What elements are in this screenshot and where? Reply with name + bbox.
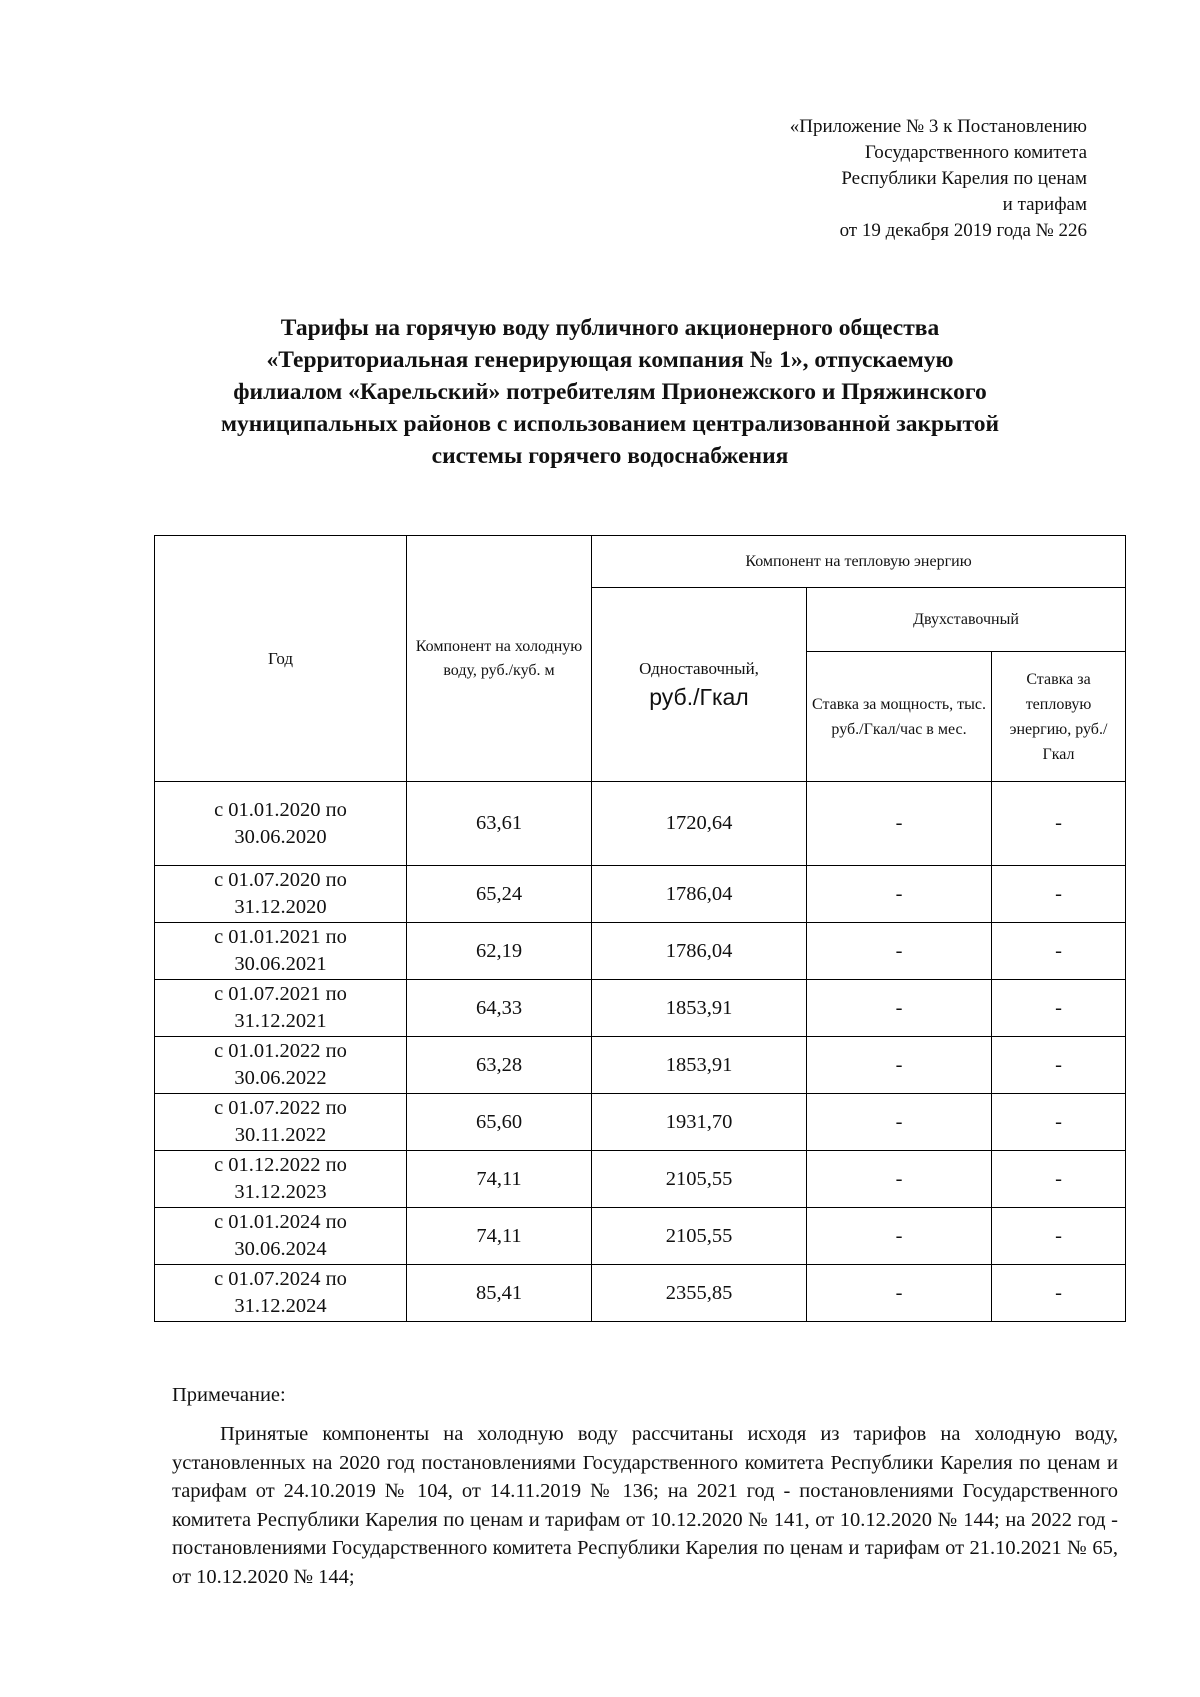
header-cold-water: Компонент на холодную воду, руб./куб. м	[407, 536, 592, 782]
header-thermal-component: Компонент на тепловую энергию	[592, 536, 1126, 588]
cold-water-value: 65,24	[407, 866, 592, 923]
energy-rate-value: -	[992, 980, 1126, 1037]
period-start: с 01.01.2022 по	[214, 1040, 347, 1062]
period-end: 31.12.2021	[234, 1010, 327, 1032]
period-cell	[155, 1265, 407, 1322]
title-line: «Территориальная генерирующая компания № 1», отпускаемую	[266, 347, 954, 373]
header-year: Год	[155, 536, 407, 782]
energy-rate-value: -	[992, 1208, 1126, 1265]
header-two-rate: Двухставочный	[807, 588, 1126, 652]
period-start: с 01.07.2020 по	[214, 869, 347, 891]
period-end: 30.11.2022	[234, 1124, 327, 1146]
capacity-rate-value: -	[807, 1151, 992, 1208]
period-start: с 01.12.2022 по	[214, 1154, 347, 1176]
single-rate-value: 1853,91	[592, 1037, 807, 1094]
period-end: 30.06.2020	[234, 825, 327, 848]
single-rate-value: 2105,55	[592, 1208, 807, 1265]
energy-rate-value: -	[992, 1151, 1126, 1208]
capacity-rate-value: -	[807, 1208, 992, 1265]
document-title	[130, 312, 1090, 472]
period-end: 30.06.2022	[234, 1067, 327, 1089]
cold-water-value: 65,60	[407, 1094, 592, 1151]
cold-water-value: 63,61	[407, 782, 592, 866]
single-rate-value: 1853,91	[592, 980, 807, 1037]
period-end: 31.12.2024	[234, 1295, 327, 1317]
appendix-reference	[790, 114, 1087, 244]
table-row	[155, 782, 1126, 866]
period-start: с 01.07.2021 по	[214, 983, 347, 1005]
period-end: 30.06.2024	[234, 1238, 327, 1260]
header-single-rate-unit: руб./Гкал	[649, 683, 749, 710]
period-start: с 01.01.2020 по	[214, 798, 347, 821]
single-rate-value: 1720,64	[592, 782, 807, 866]
appendix-line: от 19 декабря 2019 года № 226	[839, 220, 1087, 241]
cold-water-value: 74,11	[407, 1208, 592, 1265]
capacity-rate-value: -	[807, 1037, 992, 1094]
cold-water-value: 63,28	[407, 1037, 592, 1094]
single-rate-value: 2105,55	[592, 1151, 807, 1208]
table-row	[155, 1208, 1126, 1265]
capacity-rate-value: -	[807, 1265, 992, 1322]
cold-water-value: 64,33	[407, 980, 592, 1037]
energy-rate-value: -	[992, 782, 1126, 866]
appendix-line: и тарифам	[1002, 194, 1087, 215]
energy-rate-value: -	[992, 1265, 1126, 1322]
period-end: 31.12.2023	[234, 1181, 327, 1203]
table-row	[155, 866, 1126, 923]
capacity-rate-value: -	[807, 980, 992, 1037]
note-label: Примечание:	[172, 1384, 286, 1406]
tariff-table-body	[155, 782, 1126, 1322]
capacity-rate-value: -	[807, 923, 992, 980]
appendix-line: «Приложение № 3 к Постановлению	[789, 116, 1087, 137]
period-cell	[155, 1094, 407, 1151]
header-energy-rate: Ставка за тепловую энергию, руб./Гкал	[992, 652, 1126, 782]
energy-rate-value: -	[992, 923, 1126, 980]
period-cell	[155, 1037, 407, 1094]
appendix-line: Республики Карелия по ценам	[841, 168, 1087, 189]
capacity-rate-value: -	[807, 1094, 992, 1151]
table-row	[155, 980, 1126, 1037]
period-end: 31.12.2020	[234, 896, 327, 918]
title-line: системы горячего водоснабжения	[431, 443, 789, 469]
capacity-rate-value: -	[807, 782, 992, 866]
single-rate-value: 2355,85	[592, 1265, 807, 1322]
period-cell	[155, 1151, 407, 1208]
tariff-table-header	[155, 536, 1126, 782]
appendix-line: Государственного комитета	[864, 142, 1087, 163]
period-cell	[155, 782, 407, 866]
cold-water-value: 74,11	[407, 1151, 592, 1208]
energy-rate-value: -	[992, 1094, 1126, 1151]
period-cell	[155, 980, 407, 1037]
period-start: с 01.07.2022 по	[214, 1097, 347, 1119]
period-start: с 01.07.2024 по	[214, 1268, 347, 1290]
tariff-table	[154, 535, 1126, 1322]
table-row	[155, 1037, 1126, 1094]
header-single-rate	[592, 588, 807, 782]
cold-water-value: 62,19	[407, 923, 592, 980]
energy-rate-value: -	[992, 866, 1126, 923]
title-line: Тарифы на горячую воду публичного акционерного общества	[280, 315, 940, 341]
single-rate-value: 1931,70	[592, 1094, 807, 1151]
table-row	[155, 1151, 1126, 1208]
header-capacity-rate: Ставка за мощность, тыс. руб./Гкал/час в мес.	[807, 652, 992, 782]
period-start: с 01.01.2024 по	[214, 1211, 347, 1233]
title-line: муниципальных районов с использованием централизованной закрытой	[220, 411, 999, 437]
header-single-rate-label: Одноставочный,	[639, 658, 759, 678]
period-start: с 01.01.2021 по	[214, 926, 347, 948]
period-end: 30.06.2021	[234, 953, 327, 975]
table-row	[155, 1265, 1126, 1322]
period-cell	[155, 1208, 407, 1265]
energy-rate-value: -	[992, 1037, 1126, 1094]
period-cell	[155, 866, 407, 923]
single-rate-value: 1786,04	[592, 923, 807, 980]
note-text: Принятые компоненты на холодную воду рассчитаны исходя из тарифов на холодную воду, установленных на 2020 год постановлениями Государственного комитета Республики Карелия по ценам и тарифам от 24.10.2019 № 104, от 14.11.2019 № 136; на 2021 год - постановлениями Государственного комитета Республики Карелия по ценам и тарифам от 10.12.2020 № 141, от 10.12.2020 № 144; на 2022 год - постановлениями Государственного комитета Республики Карелия по ценам и тарифам от 21.10.2021 № 65, от 10.12.2020 № 144;	[172, 1423, 1118, 1588]
cold-water-value: 85,41	[407, 1265, 592, 1322]
capacity-rate-value: -	[807, 866, 992, 923]
title-line: филиалом «Карельский» потребителям Прионежского и Пряжинского	[233, 379, 987, 405]
table-row	[155, 923, 1126, 980]
period-cell	[155, 923, 407, 980]
table-row	[155, 1094, 1126, 1151]
single-rate-value: 1786,04	[592, 866, 807, 923]
